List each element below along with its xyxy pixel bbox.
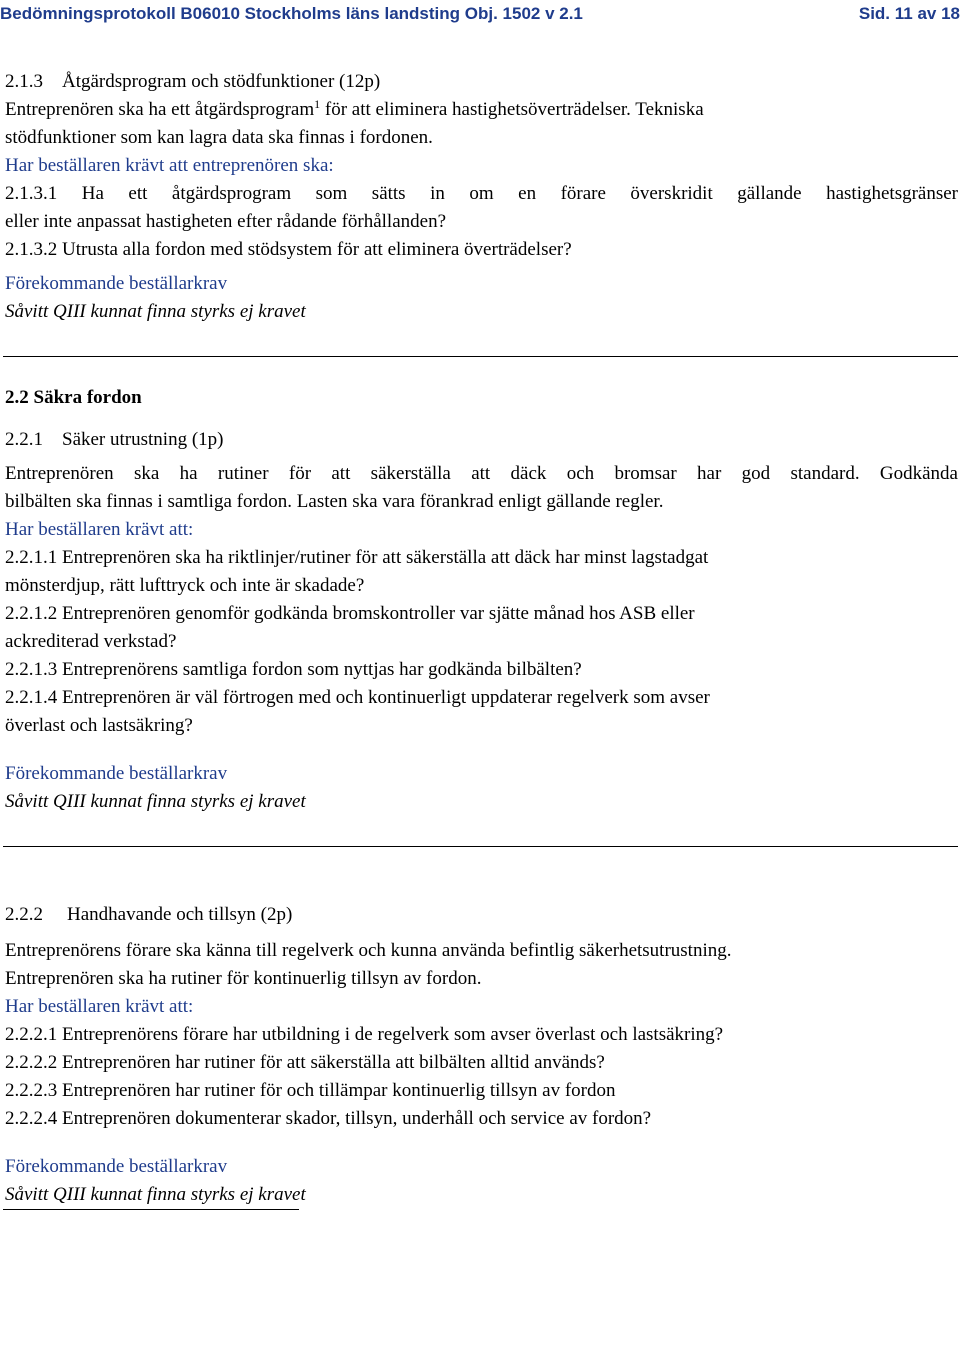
section-heading-2-2-2 <box>5 901 958 929</box>
assessment-note: Såvitt QIII kunnat finna styrks ej kravet <box>5 791 306 812</box>
paragraph-line <box>5 96 958 124</box>
section-title: Handhavande och tillsyn (2p) <box>67 904 293 925</box>
paragraph-line: bilbälten ska finnas i samtliga fordon. Lasten ska vara förankrad enligt gällande regler. <box>5 491 664 512</box>
previous-requirements-label: Förekommande beställarkrav <box>5 763 228 784</box>
requirement-item: 2.2.2.2 Entreprenören har rutiner för att säkerställa att bilbälten alltid används? <box>5 1052 605 1073</box>
requirement-intro: Har beställaren krävt att: <box>5 996 194 1017</box>
section-title: Säker utrustning (1p) <box>62 429 224 450</box>
requirement-item-continued: överlast och lastsäkring? <box>5 715 193 736</box>
requirement-item-continued: ackrediterad verkstad? <box>5 631 177 652</box>
footnote-marker: 1 <box>314 97 321 111</box>
paragraph-text: Entreprenören ska ha ett åtgärdsprogram <box>5 99 315 120</box>
previous-requirements-label: Förekommande beställarkrav <box>5 1156 228 1177</box>
requirement-item: 2.2.1.2 Entreprenören genomför godkända bromskontroller var sjätte månad hos ASB eller <box>5 603 695 624</box>
requirement-item-continued: eller inte anpassat hastigheten efter rådande förhållanden? <box>5 211 447 232</box>
section-number: 2.2.1 <box>5 429 43 450</box>
page-header <box>0 1 960 29</box>
requirement-item: 2.2.2.1 Entreprenörens förare har utbildning i de regelverk som avser överlast och lastsäkring? <box>5 1024 724 1045</box>
paragraph-text: för att eliminera hastighetsöverträdelser. Tekniska <box>320 99 704 120</box>
assessment-note: Såvitt QIII kunnat finna styrks ej kravet <box>5 301 306 322</box>
requirement-item: 2.2.2.4 Entreprenören dokumenterar skador, tillsyn, underhåll och service av fordon? <box>5 1108 652 1129</box>
paragraph-line: Entreprenörens förare ska känna till regelverk och kunna använda befintlig säkerhetsutrustning. <box>5 940 732 961</box>
requirement-intro: Har beställaren krävt att entreprenören ska: <box>5 155 334 176</box>
section-number: 2.1.3 <box>5 71 43 92</box>
paragraph-line: Entreprenören ska ha rutiner för att säkerställa att däck och bromsar har god standard. Godkända <box>5 463 958 484</box>
requirement-intro: Har beställaren krävt att: <box>5 519 194 540</box>
requirement-item: 2.1.3.2 Utrusta alla fordon med stödsystem för att eliminera överträdelser? <box>5 239 572 260</box>
paragraph-line: stödfunktioner som kan lagra data ska finnas i fordonen. <box>5 127 433 148</box>
section-title: Åtgärdsprogram och stödfunktioner (12p) <box>62 71 381 92</box>
section-heading-2-2-1 <box>5 426 958 454</box>
requirement-item: 2.2.1.1 Entreprenören ska ha riktlinjer/rutiner för att säkerställa att däck har minst lagstadgat <box>5 547 709 568</box>
section-number: 2.2.2 <box>5 904 43 925</box>
requirement-item: 2.2.2.3 Entreprenören har rutiner för och tillämpar kontinuerlig tillsyn av fordon <box>5 1080 616 1101</box>
document-body <box>5 68 958 1210</box>
previous-requirements-label: Förekommande beställarkrav <box>5 273 228 294</box>
requirement-item: 2.1.3.1 Ha ett åtgärdsprogram som sätts in om en förare överskridit gällande hastighetsgränser <box>5 183 958 204</box>
requirement-item-continued: mönsterdjup, rätt lufttryck och inte är skadade? <box>5 575 365 596</box>
section-heading-2-1-3 <box>5 68 958 96</box>
divider-line-short <box>3 1209 299 1210</box>
requirement-item: 2.2.1.4 Entreprenören är väl förtrogen med och kontinuerligt uppdaterar regelverk som avser <box>5 687 710 708</box>
section-heading-2-2: 2.2 Säkra fordon <box>5 387 142 408</box>
paragraph-line: Entreprenören ska ha rutiner för kontinuerlig tillsyn av fordon. <box>5 968 482 989</box>
page-number: Sid. 11 av 18 <box>858 4 960 23</box>
assessment-note: Såvitt QIII kunnat finna styrks ej kravet <box>5 1184 306 1205</box>
document-title: Bedömningsprotokoll B06010 Stockholms läns landsting Obj. 1502 v 2.1 <box>0 4 583 23</box>
requirement-item: 2.2.1.3 Entreprenörens samtliga fordon som nyttjas har godkända bilbälten? <box>5 659 582 680</box>
